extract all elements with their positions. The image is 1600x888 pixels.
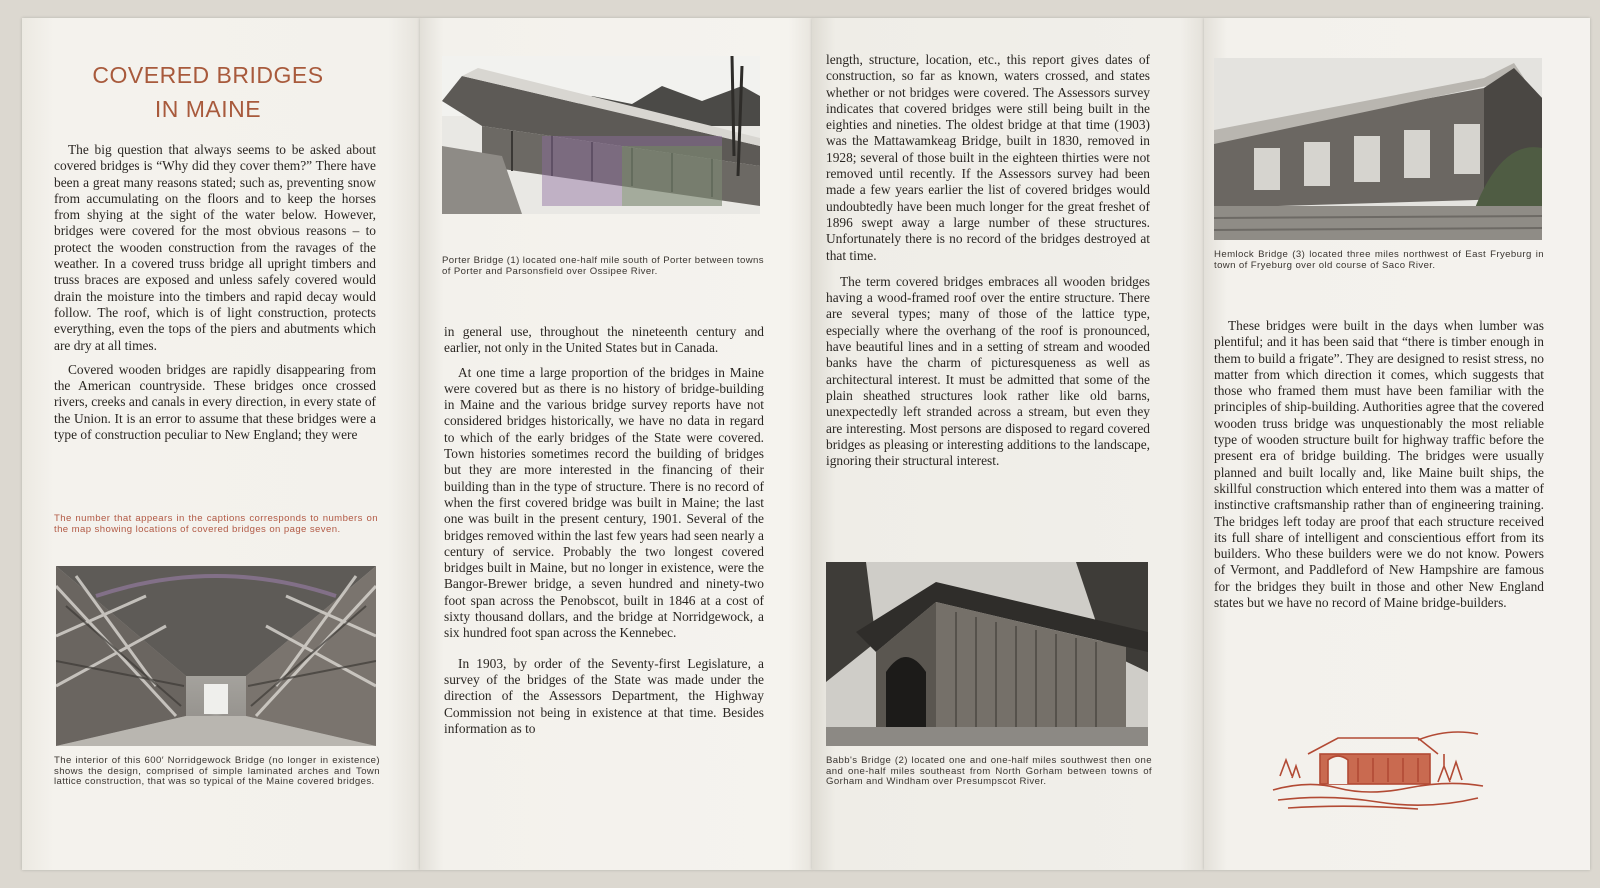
- panel-3: [812, 18, 1204, 870]
- panel3-paragraph-2: The term covered bridges embraces all wooden bridges having a wood-framed roof over the entire structure. There are several types; many of those of the lattice type, especially where the overhang of the roof is pronounced, have beautiful lines and in a setting of stream and wooded banks have the charm of picturesqueness as well as architectural interest. It must be admitted that some of the plain sheathed structures look rather like old barns, unexpectedly left stranded across a stream, but even they are interesting. Most persons are disposed to regard covered bridges as pleasing or interesting additions to the landscape, ignoring their structural interest.: [826, 273, 1150, 469]
- norridgewock-interior-photo: [56, 566, 376, 746]
- babbs-bridge-photo: [826, 562, 1148, 746]
- title-line-1: COVERED BRIDGES: [92, 62, 324, 88]
- panel1-paragraph-2: Covered wooden bridges are rapidly disappearing from the American countryside. These bridges once crossed rivers, creeks and canals in every direction, in every state of the Union. It is an error to assume that these bridges were a type of construction peculiar to New England; they were: [54, 361, 376, 443]
- panel3-paragraph-1: length, structure, location, etc., this report gives dates of construction, so far as known, waters crossed, and states whether or not bridges were covered. The Assessors survey indicates that covered bridges were still being built in the eighties and nineties. The oldest bridge at that time (1903) was the Mattawamkeag Bridge, built in 1830, removed in 1928; several of those built in the eighteen thirties were not removed until recently. If the Assessors survey had been made a few years earlier the list of covered bridges would undoubtedly have been much longer for the great freshet of 1896 swept away a large number of these structures. Unfortunately there is no record of the bridges destroyed at that time.: [826, 52, 1150, 263]
- title-line-2: IN MAINE: [154, 96, 262, 122]
- page-title: [58, 58, 358, 126]
- panel2-paragraph-2: At one time a large proportion of the bridges in Maine were covered but as there is no history of bridge-building in Maine and the various bridge survey reports have not considered bridges historically, we have no data in regard to which of the early bridges of the State were covered. Town histories sometimes record the building of bridges but they are more interested in the financing of their building than in the type of structure. There is no record of when the first covered bridge was built in Maine; the last one was built in the present century, 1901. Several of the bridges removed within the last few years had seen nearly a century of service. Probably the two longest covered bridges built in Maine, but no longer in existence, were the Bangor-Brewer bridge, a seven hundred and ninety-two foot span across the Penobscot, built in 1846 at a cost of sixty thousand dollars, and the bridge at Norridgewock, a six hundred foot span across the Kennebec.: [444, 364, 764, 641]
- panel-4: [1204, 18, 1590, 870]
- panel2-paragraph-3: In 1903, by order of the Seventy-first Legislature, a survey of the bridges of the State was made under the direction of the Assessors Department, the Highway Commission not being in existence at that time. Besides information as to: [444, 655, 764, 736]
- hemlock-bridge-photo: [1214, 58, 1542, 240]
- panel1-paragraph-1: The big question that always seems to be asked about covered bridges is “Why did they cover them?” There have been a great many reasons stated; such as, preventing snow from accumulating on the floors and to keep the horses from shying at the sight of the water below. However, bridges were covered for the most obvious reasons – to protect the wooden construction from the ravages of the weather. In a covered truss bridge all upright timbers and truss braces are exposed and unless safely covered would drain the moisture into the timbers and rapid decay would follow. The roof, which is of light construction, protects everything, even the tops of the piers and abutments which are dry at all times.: [54, 142, 376, 353]
- covered-bridge-illustration: [1268, 720, 1486, 812]
- norridgewock-caption: The interior of this 600′ Norridgewock Bridge (no longer in existence) shows the design, comprised of simple laminated arches and Town lattice construction, that was so typical of the Maine covered bridges.: [54, 755, 380, 788]
- panel4-paragraph-1: These bridges were built in the days when lumber was plentiful; and it has been said that “there is timber enough in them to build a frigate”. They are designed to resist stress, no matter from which direction it comes, which suggests that those who framed them must have been familiar with the principles of ship-building. Authorities agree that the covered wooden truss bridge was unquestionably the most reliable type of wooden structure built for highway traffic before the present era of bridge building. The bridges were usually planned and built locally and, like Maine built ships, the skillful construction which entered into them was a matter of instinctive craftsmanship rather than of engineering training. The bridges left today are proof that each structure received its full share of intelligent and conscientious effort from its builders. Who these builders were we do not know. Powers of Vermont, and Paddleford of New Hampshire are famous for the bridges they built in those and other New England states but we have no record of Maine bridge-builders.: [1214, 318, 1544, 611]
- porter-bridge-photo: [442, 56, 760, 214]
- panel-2: [420, 18, 812, 870]
- babbs-bridge-caption: Babb's Bridge (2) located one and one-half miles southwest then one and one-half miles southeast from North Gorham between towns of Gorham and Windham over Presumpscot River.: [826, 755, 1152, 788]
- panel2-paragraph-1: in general use, throughout the nineteenth century and earlier, not only in the United States but in Canada.: [444, 324, 764, 356]
- porter-bridge-caption: Porter Bridge (1) located one-half mile south of Porter between towns of Porter and Parsonsfield over Ossipee River.: [442, 255, 764, 277]
- map-note: The number that appears in the captions corresponds to numbers on the map showing locations of covered bridges on page seven.: [54, 513, 378, 535]
- hemlock-bridge-caption: Hemlock Bridge (3) located three miles northwest of East Fryeburg in town of Fryeburg over old course of Saco River.: [1214, 249, 1544, 271]
- panel-1: [22, 18, 420, 870]
